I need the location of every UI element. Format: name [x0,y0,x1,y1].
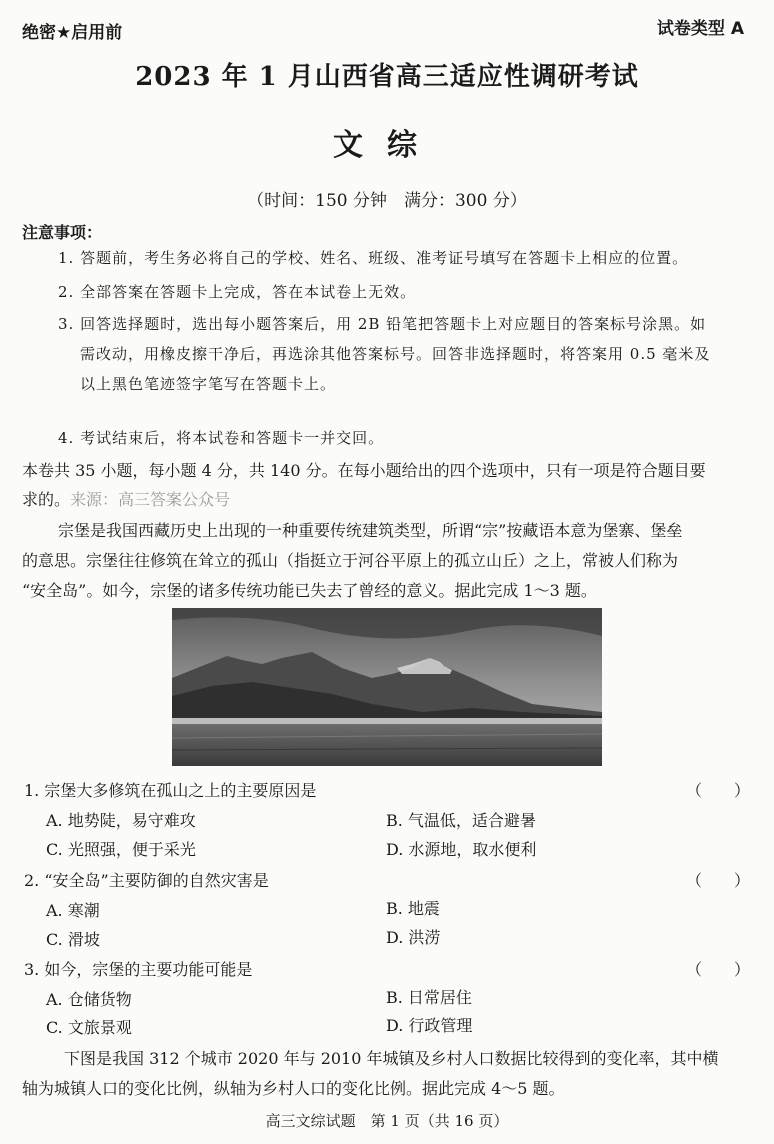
section-intro-line: 本卷共 35 小题，每小题 4 分，共 140 分。在每小题给出的四个选项中，只有一项是符合题目要 [22,461,706,480]
option-b: B. 气温低，适合避暑 [386,811,536,830]
question-stem: 1. 宗堡大多修筑在孤山之上的主要原因是 [24,781,317,800]
subject-title: 文综 [333,128,441,163]
option-d: D. 洪涝 [386,928,441,947]
answer-paren: （ ） [686,781,751,800]
question-stem: 2. “安全岛”主要防御的自然灾害是 [24,871,269,890]
notice-line: 1. 答题前，考生务必将自己的学校、姓名、班级、准考证号填写在答题卡上相应的位置。 [58,249,689,267]
question-stem: 3. 如今，宗堡的主要功能可能是 [24,960,253,979]
passage2-line: 下图是我国 312 个城市 2020 年与 2010 年城镇及乡村人口数据比较得到的变化率，其中横 [64,1049,719,1068]
page-footer: 高三文综试题 第 1 页（共 16 页） [265,1112,509,1130]
answer-paren: （ ） [686,960,751,979]
notice-line: 3. 回答选择题时，选出每小题答案后，用 2B 铅笔把答题卡上对应题目的答案标号涂黑。如 [58,315,707,333]
notice-line: 4. 考试结束后，将本试卷和答题卡一并交回。 [58,429,385,447]
secret-label: 绝密★启用前 [22,23,123,43]
notice-heading: 注意事项： [22,223,103,242]
time-info: （时间：150 分钟 满分：300 分） [247,191,527,211]
option-c: C. 滑坡 [46,930,100,949]
notice-line: 以上黑色笔迹签字笔写在答题卡上。 [80,375,337,393]
notice-line: 需改动，用橡皮擦干净后，再选涂其他答案标号。回答非选择题时，将答案用 0.5 毫米及 [80,345,711,363]
passage-line: 宗堡是我国西藏历史上出现的一种重要传统建筑类型，所谓“宗”按藏语本意为堡寨、堡垒 [58,521,683,540]
option-b: B. 日常居住 [386,988,472,1007]
option-a: A. 仓储货物 [46,990,132,1009]
option-c: C. 文旅景观 [46,1018,132,1037]
option-d: D. 行政管理 [386,1016,473,1035]
passage-line: 的意思。宗堡往往修筑在耸立的孤山（指挺立于河谷平原上的孤立山丘）之上，常被人们称为 [22,551,679,570]
option-a: A. 寒潮 [46,901,100,920]
option-b: B. 地震 [386,899,440,918]
passage-line: “安全岛”。如今，宗堡的诸多传统功能已失去了曾经的意义。据此完成 1～3 题。 [22,581,597,600]
exam-title: 2023 年 1 月山西省高三适应性调研考试 [135,62,639,92]
paper-type-label: 试卷类型 A [656,19,744,39]
option-a: A. 地势陡，易守难攻 [46,811,196,830]
answer-paren: （ ） [686,871,751,890]
passage2-line: 轴为城镇人口的变化比例，纵轴为乡村人口的变化比例。据此完成 4～5 题。 [22,1079,565,1098]
watermark-text: 来源：高三答案公众号 [70,490,231,509]
section-intro-line [22,487,230,510]
notice-line: 2. 全部答案在答题卡上完成，答在本试卷上无效。 [58,283,417,301]
section-intro-tail: 求的。 [22,490,71,509]
option-d: D. 水源地，取水便利 [386,840,537,859]
fortress-photo [172,608,602,766]
fortress-photo-illustration [172,608,602,766]
option-c: C. 光照强，便于采光 [46,840,196,859]
